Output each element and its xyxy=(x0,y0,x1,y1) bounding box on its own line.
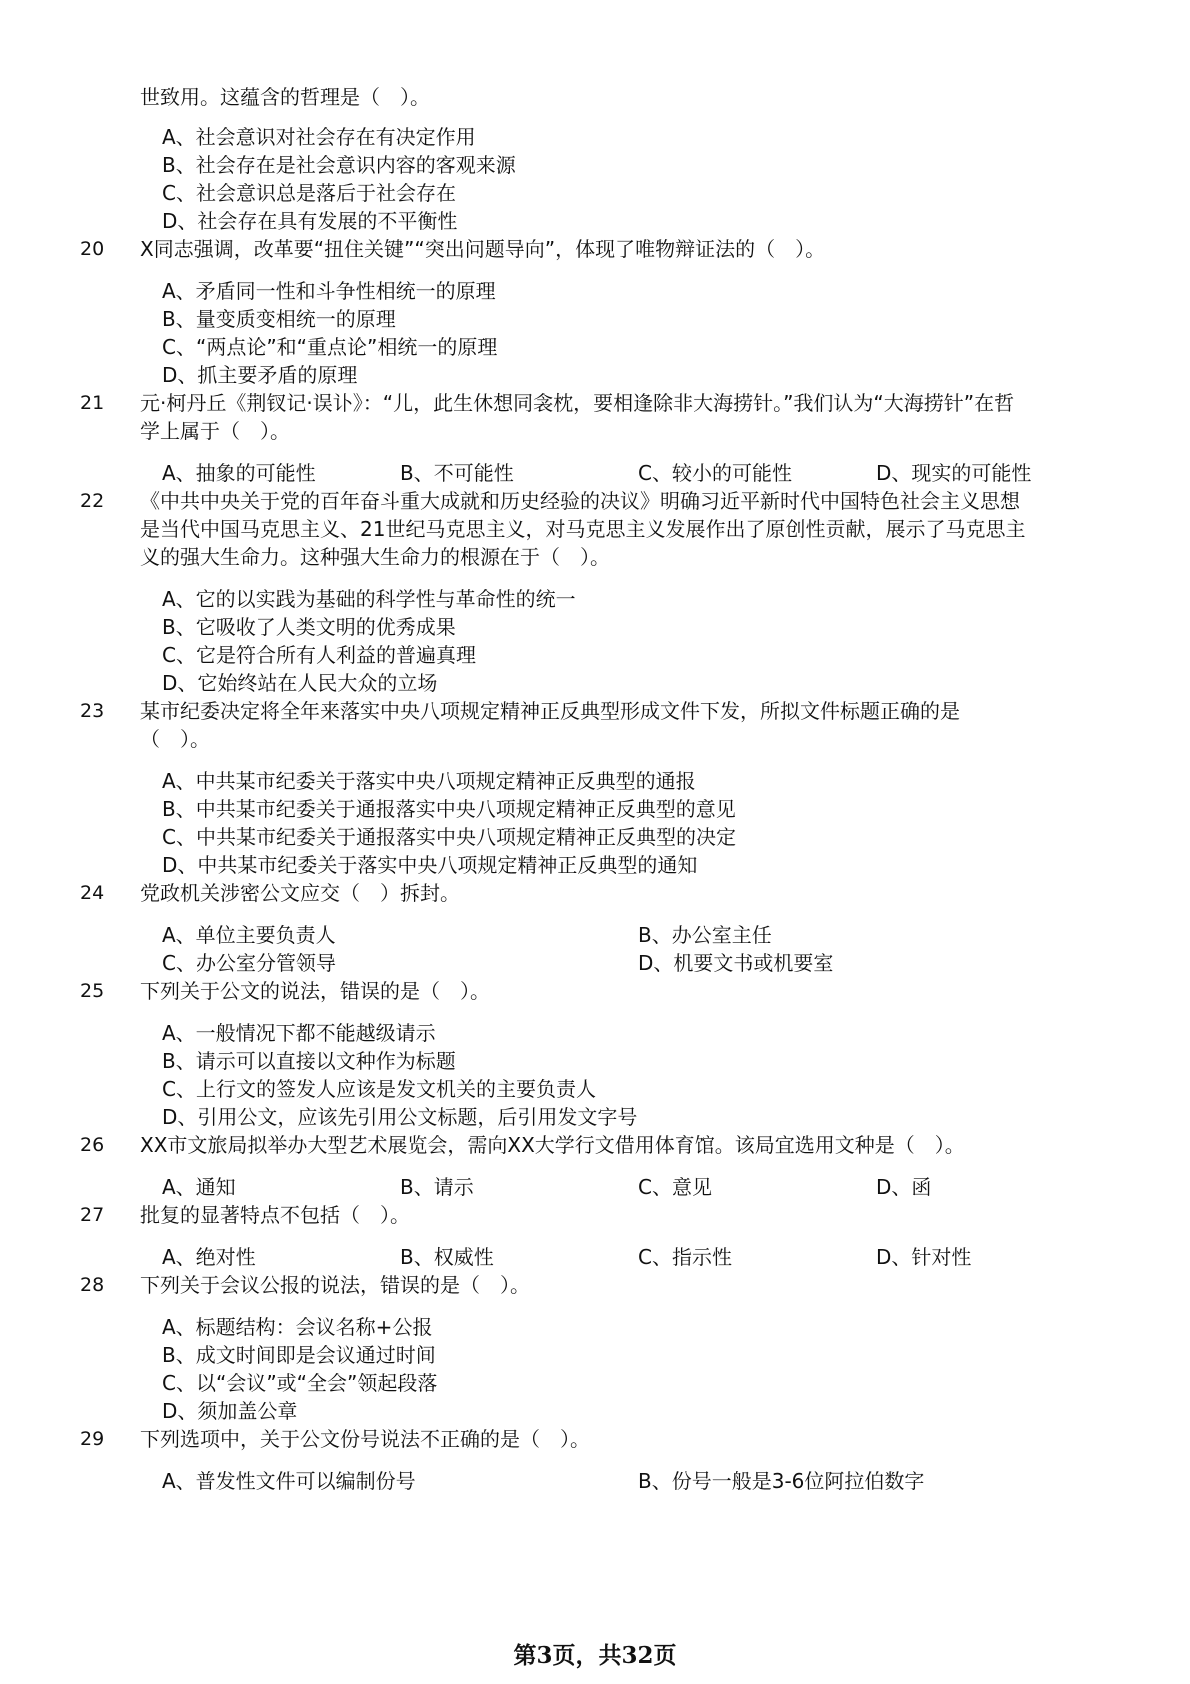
question-stem: 下列关于会议公报的说法，错误的是（ ）。 xyxy=(140,1273,530,1297)
question-number: 28 xyxy=(80,1274,105,1296)
option: D、它始终站在人民大众的立场 xyxy=(162,671,438,695)
option: D、抓主要矛盾的原理 xyxy=(162,363,358,387)
question-stem: 下列关于公文的说法，错误的是（ ）。 xyxy=(140,979,490,1003)
option: C、意见 xyxy=(638,1175,712,1199)
question-number: 27 xyxy=(80,1204,105,1226)
option: A、通知 xyxy=(162,1175,236,1199)
option: A、中共某市纪委关于落实中央八项规定精神正反典型的通报 xyxy=(162,769,696,793)
option: B、中共某市纪委关于通报落实中央八项规定精神正反典型的意见 xyxy=(162,797,736,821)
option: A、矛盾同一性和斗争性相统一的原理 xyxy=(162,279,496,303)
option: A、绝对性 xyxy=(162,1245,256,1269)
option: D、须加盖公章 xyxy=(162,1399,298,1423)
option: B、量变质变相统一的原理 xyxy=(162,307,396,331)
question-stem: 下列选项中，关于公文份号说法不正确的是（ ）。 xyxy=(140,1427,590,1451)
option: C、它是符合所有人利益的普遍真理 xyxy=(162,643,476,667)
question-stem: 元·柯丹丘《荆钗记·误讣》：“儿，此生休想同衾枕，要相逢除非大海捞针。”我们认为“大海捞针”在哲 xyxy=(140,391,1015,415)
question-stem: 党政机关涉密公文应交（ ）拆封。 xyxy=(140,881,460,905)
option: B、成文时间即是会议通过时间 xyxy=(162,1343,436,1367)
question-number: 26 xyxy=(80,1134,105,1156)
question-stem: 批复的显著特点不包括（ ）。 xyxy=(140,1203,410,1227)
option: C、办公室分管领导 xyxy=(162,951,336,975)
option: C、以“会议”或“全会”领起段落 xyxy=(162,1371,438,1395)
option: D、函 xyxy=(876,1175,932,1199)
question-stem: 学上属于（ ）。 xyxy=(140,419,290,443)
page-footer: 第3页，共32页 xyxy=(513,1642,677,1669)
option: C、社会意识总是落后于社会存在 xyxy=(162,181,456,205)
option: B、它吸收了人类文明的优秀成果 xyxy=(162,615,456,639)
option: A、它的以实践为基础的科学性与革命性的统一 xyxy=(162,587,576,611)
option: B、权威性 xyxy=(400,1245,494,1269)
question-stem-continuation: 世致用。这蕴含的哲理是（ ）。 xyxy=(140,85,430,109)
option: D、现实的可能性 xyxy=(876,461,1032,485)
question-stem: 某市纪委决定将全年来落实中央八项规定精神正反典型形成文件下发，所拟文件标题正确的是 xyxy=(140,699,960,723)
question-stem: 是当代中国马克思主义、21世纪马克思主义，对马克思主义发展作出了原创性贡献，展示了马克思主 xyxy=(140,517,1026,541)
option: C、中共某市纪委关于通报落实中央八项规定精神正反典型的决定 xyxy=(162,825,736,849)
question-number: 23 xyxy=(80,700,105,722)
option: B、不可能性 xyxy=(400,461,514,485)
question-number: 29 xyxy=(80,1428,105,1450)
option: D、机要文书或机要室 xyxy=(638,951,834,975)
option: D、中共某市纪委关于落实中央八项规定精神正反典型的通知 xyxy=(162,853,698,877)
question-number: 21 xyxy=(80,392,105,414)
option: B、社会存在是社会意识内容的客观来源 xyxy=(162,153,516,177)
question-number: 24 xyxy=(80,882,105,904)
option: A、普发性文件可以编制份号 xyxy=(162,1469,416,1493)
option: C、“两点论”和“重点论”相统一的原理 xyxy=(162,335,498,359)
option: B、份号一般是3-6位阿拉伯数字 xyxy=(638,1469,925,1493)
option: D、社会存在具有发展的不平衡性 xyxy=(162,209,458,233)
option: A、一般情况下都不能越级请示 xyxy=(162,1021,436,1045)
question-stem: X同志强调，改革要“扭住关键”“突出问题导向”，体现了唯物辩证法的（ ）。 xyxy=(140,237,826,261)
option: D、针对性 xyxy=(876,1245,972,1269)
option: A、抽象的可能性 xyxy=(162,461,316,485)
option: C、较小的可能性 xyxy=(638,461,792,485)
option: A、标题结构：会议名称+公报 xyxy=(162,1315,433,1339)
question-number: 25 xyxy=(80,980,105,1002)
option: C、指示性 xyxy=(638,1245,732,1269)
option: C、上行文的签发人应该是发文机关的主要负责人 xyxy=(162,1077,596,1101)
option: B、请示 xyxy=(400,1175,474,1199)
option: D、引用公文，应该先引用公文标题，后引用发文字号 xyxy=(162,1105,638,1129)
option: B、办公室主任 xyxy=(638,923,772,947)
question-stem: （ ）。 xyxy=(140,727,210,751)
option: A、社会意识对社会存在有决定作用 xyxy=(162,125,476,149)
option: A、单位主要负责人 xyxy=(162,923,336,947)
question-stem: 《中共中央关于党的百年奋斗重大成就和历史经验的决议》明确习近平新时代中国特色社会主义思想 xyxy=(140,489,1020,513)
question-stem: XX市文旅局拟举办大型艺术展览会，需向XX大学行文借用体育馆。该局宜选用文种是（ ）。 xyxy=(140,1133,965,1157)
question-number: 22 xyxy=(80,490,105,512)
question-number: 20 xyxy=(80,238,105,260)
question-stem: 义的强大生命力。这种强大生命力的根源在于（ ）。 xyxy=(140,545,610,569)
option: B、请示可以直接以文种作为标题 xyxy=(162,1049,456,1073)
